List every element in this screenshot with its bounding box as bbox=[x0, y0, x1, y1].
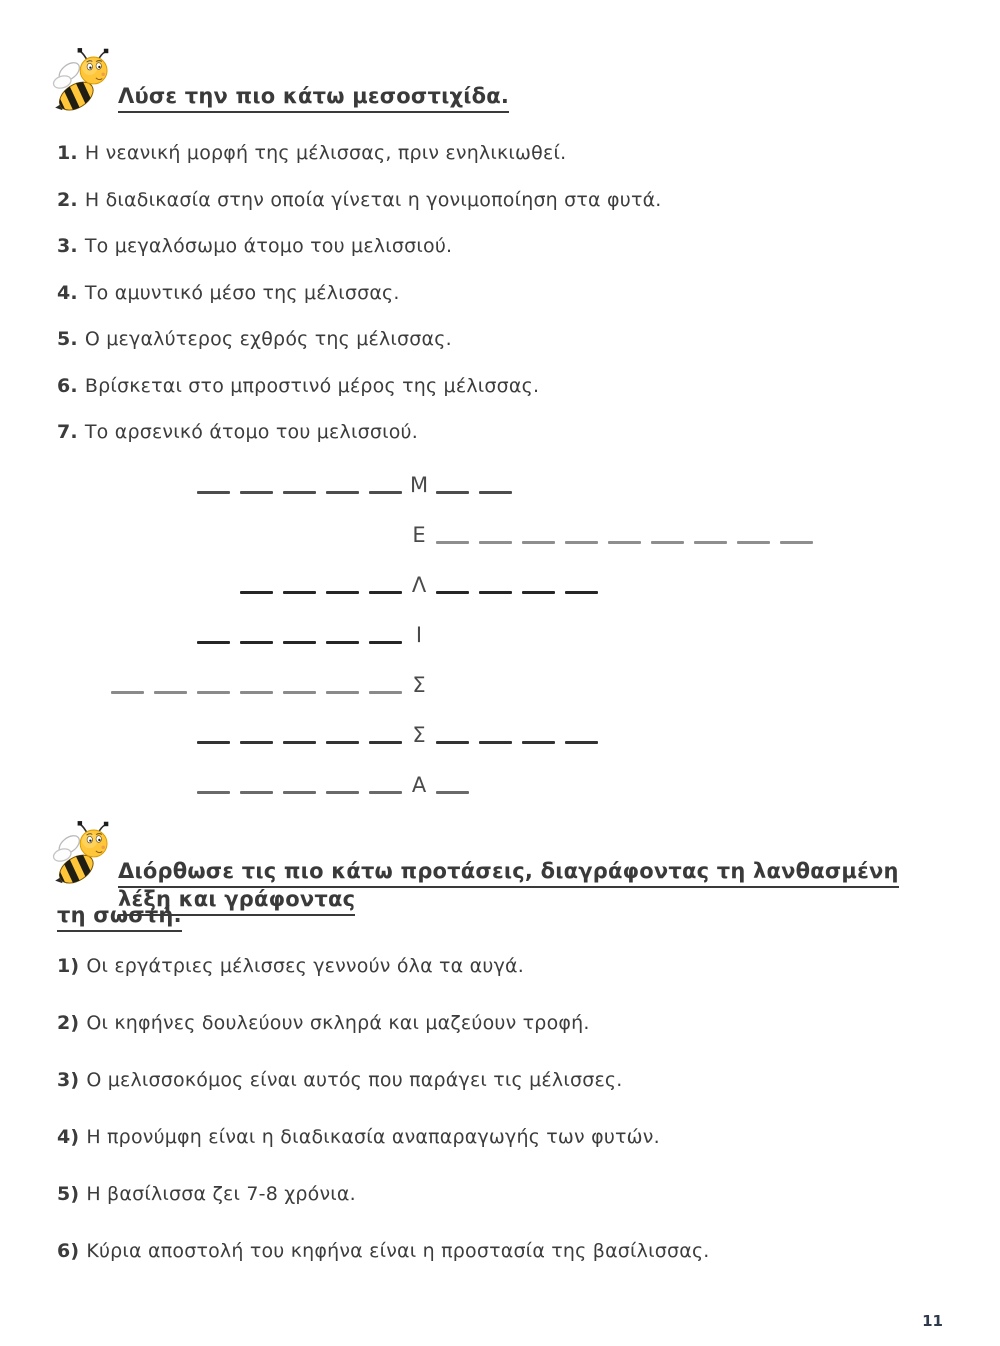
question-number: 1. bbox=[57, 142, 78, 164]
blanks-before bbox=[0, 591, 402, 598]
question-item bbox=[57, 142, 967, 189]
sentence-number: 1) bbox=[57, 955, 80, 977]
question-item bbox=[57, 375, 967, 422]
answer-blank bbox=[565, 541, 598, 544]
answer-blank bbox=[283, 791, 316, 794]
answer-blank bbox=[197, 791, 230, 794]
sentence-text: Οι εργάτριες μέλισσες γεννούν όλα τα αυγά. bbox=[86, 955, 524, 977]
answer-blank bbox=[436, 491, 469, 494]
answer-blank bbox=[565, 591, 598, 594]
answer-blank bbox=[283, 591, 316, 594]
answer-blank bbox=[369, 791, 402, 794]
acrostic-letter: Ε bbox=[412, 523, 426, 547]
sentence-number: 6) bbox=[57, 1240, 80, 1262]
section2-title bbox=[118, 857, 950, 914]
blanks-before bbox=[0, 791, 402, 798]
question-text: Το αρσενικό άτομο του μελισσιού. bbox=[84, 421, 418, 443]
answer-blank bbox=[326, 691, 359, 694]
acrostic-row bbox=[0, 498, 1000, 548]
blanks-after bbox=[436, 541, 1000, 548]
section1-title-text: Λύσε την πιο κάτω μεσοστιχίδα. bbox=[118, 84, 509, 113]
acrostic-row bbox=[0, 548, 1000, 598]
sentence-text: Η προνύμφη είναι η διαδικασία αναπαραγωγής των φυτών. bbox=[86, 1126, 660, 1148]
sentence-item bbox=[57, 1240, 967, 1297]
sentence-text: Οι κηφήνες δουλεύουν σκληρά και μαζεύουν τροφή. bbox=[86, 1012, 590, 1034]
answer-blank bbox=[651, 541, 684, 544]
question-text: Ο μεγαλύτερος εχθρός της μέλισσας. bbox=[84, 328, 452, 350]
sentence-number: 2) bbox=[57, 1012, 80, 1034]
answer-blank bbox=[283, 691, 316, 694]
section2-title-continued-text: τη σωστή. bbox=[57, 903, 182, 932]
acrostic-letter: Σ bbox=[412, 723, 426, 747]
question-item bbox=[57, 189, 967, 236]
sentence-item bbox=[57, 1069, 967, 1126]
acrostic-letter: Μ bbox=[409, 473, 429, 497]
sentences-list bbox=[57, 955, 967, 1297]
sentence-text: Η βασίλισσα ζει 7-8 χρόνια. bbox=[86, 1183, 356, 1205]
answer-blank bbox=[436, 591, 469, 594]
question-number: 2. bbox=[57, 188, 78, 211]
answer-blank bbox=[694, 541, 727, 544]
answer-blank bbox=[197, 741, 230, 744]
answer-blank bbox=[608, 541, 641, 544]
answer-blank bbox=[479, 591, 512, 594]
blanks-after bbox=[436, 491, 1000, 498]
question-number: 7. bbox=[57, 421, 78, 443]
answer-blank bbox=[436, 741, 469, 744]
page-number: 11 bbox=[922, 1312, 943, 1330]
question-number: 5. bbox=[57, 328, 78, 350]
sentence-number: 3) bbox=[57, 1069, 80, 1091]
answer-blank bbox=[240, 591, 273, 594]
answer-blank bbox=[326, 741, 359, 744]
question-item bbox=[57, 328, 967, 375]
answer-blank bbox=[240, 641, 273, 644]
answer-blank bbox=[326, 591, 359, 594]
answer-blank bbox=[436, 791, 469, 794]
acrostic-letter: Λ bbox=[411, 573, 427, 597]
answer-blank bbox=[326, 491, 359, 494]
bee-icon bbox=[52, 45, 116, 119]
answer-blank bbox=[565, 741, 598, 744]
question-item bbox=[57, 235, 967, 282]
answer-blank bbox=[522, 541, 555, 544]
bee-icon bbox=[52, 818, 116, 892]
answer-blank bbox=[479, 541, 512, 544]
blanks-before bbox=[0, 491, 402, 498]
answer-blank bbox=[240, 741, 273, 744]
question-number: 3. bbox=[57, 235, 78, 257]
question-text: Η νεανική μορφή της μέλισσας, πριν ενηλικιωθεί. bbox=[84, 142, 567, 164]
question-number: 6. bbox=[57, 374, 78, 397]
acrostic-row bbox=[0, 448, 1000, 498]
question-item bbox=[57, 282, 967, 329]
answer-blank bbox=[436, 541, 469, 544]
blanks-after bbox=[436, 741, 1000, 748]
answer-blank bbox=[197, 691, 230, 694]
answer-blank bbox=[369, 741, 402, 744]
answer-blank bbox=[522, 591, 555, 594]
answer-blank bbox=[326, 791, 359, 794]
sentence-number: 5) bbox=[57, 1183, 80, 1205]
sentence-text: Κύρια αποστολή του κηφήνα είναι η προστασία της βασίλισσας. bbox=[86, 1240, 710, 1262]
answer-blank bbox=[326, 641, 359, 644]
question-text: Το αμυντικό μέσο της μέλισσας. bbox=[84, 281, 400, 304]
sentence-item bbox=[57, 1183, 967, 1240]
question-text: Η διαδικασία στην οποία γίνεται η γονιμοποίηση στα φυτά. bbox=[84, 188, 662, 211]
acrostic-puzzle bbox=[0, 448, 1000, 798]
answer-blank bbox=[283, 491, 316, 494]
sentence-item bbox=[57, 1012, 967, 1069]
answer-blank bbox=[780, 541, 813, 544]
blanks-after bbox=[436, 591, 1000, 598]
answer-blank bbox=[479, 491, 512, 494]
acrostic-row bbox=[0, 748, 1000, 798]
question-text: Το μεγαλόσωμο άτομο του μελισσιού. bbox=[84, 235, 453, 257]
answer-blank bbox=[369, 641, 402, 644]
section2-title-text: Διόρθωσε τις πιο κάτω προτάσεις, διαγράφοντας τη λανθασμένη λέξη και γράφοντας bbox=[118, 859, 899, 916]
answer-blank bbox=[111, 691, 144, 694]
answer-blank bbox=[154, 691, 187, 694]
blanks-before bbox=[0, 691, 402, 698]
acrostic-row bbox=[0, 648, 1000, 698]
answer-blank bbox=[240, 691, 273, 694]
answer-blank bbox=[197, 491, 230, 494]
section1-title bbox=[118, 84, 509, 108]
sentence-item bbox=[57, 1126, 967, 1183]
answer-blank bbox=[737, 541, 770, 544]
answer-blank bbox=[197, 641, 230, 644]
acrostic-letter: Ι bbox=[415, 623, 423, 647]
answer-blank bbox=[240, 491, 273, 494]
blanks-after bbox=[436, 791, 1000, 798]
sentence-number: 4) bbox=[57, 1126, 80, 1148]
answer-blank bbox=[240, 791, 273, 794]
acrostic-letter: Σ bbox=[412, 673, 426, 697]
answer-blank bbox=[369, 691, 402, 694]
blanks-before bbox=[0, 741, 402, 748]
answer-blank bbox=[369, 591, 402, 594]
question-text: Βρίσκεται στο μπροστινό μέρος της μέλισσας. bbox=[84, 374, 540, 397]
answer-blank bbox=[522, 741, 555, 744]
acrostic-letter: Α bbox=[411, 773, 427, 797]
questions-list bbox=[57, 142, 967, 468]
section2-title-continued bbox=[57, 903, 182, 927]
blanks-before bbox=[0, 641, 402, 648]
answer-blank bbox=[283, 741, 316, 744]
question-number: 4. bbox=[57, 281, 78, 304]
sentence-item bbox=[57, 955, 967, 1012]
answer-blank bbox=[369, 491, 402, 494]
sentence-text: Ο μελισσοκόμος είναι αυτός που παράγει τις μέλισσες. bbox=[86, 1069, 623, 1091]
answer-blank bbox=[479, 741, 512, 744]
answer-blank bbox=[283, 641, 316, 644]
acrostic-row bbox=[0, 598, 1000, 648]
acrostic-row bbox=[0, 698, 1000, 748]
